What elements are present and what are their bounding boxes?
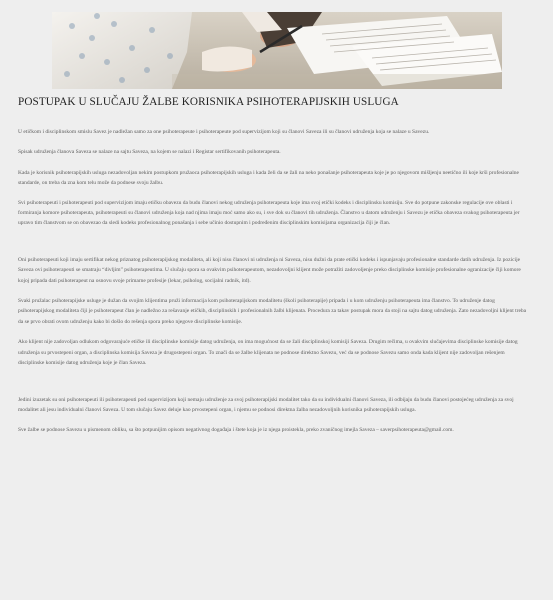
paragraph-jurisdiction: U etičkom i disciplinskom smislu Savez je nadležan samo za one psihoterapeute i psihoterapeute pod supervizijom koji su članovi Saveza ili su članovi udruženja koja se nalaze u Savezu. [18,129,430,135]
page-title: POSTUPAK U SLUČAJU ŽALBE KORISNIKA PSIHOTERAPIJSKIH USLUGA [18,96,399,108]
paragraph-complaint-intro: Kada je korisnik psihoterapijskih usluga nezadovoljan nekim postupkom pružaoca psihoterapijskih usluga i kada želi da se žali na neko ponašanje psihoterapeuta koje je po njegovom mišljenju neetično ili koje krši profesionalne standarde, on treba da zna kom telu može da podnese svoju žalbu. [18,169,519,187]
paragraph-submission-contact: Sve žalbe se podnose Savezu u pismenom obliku, sa što potpunijim opisom negativnog događaja i štete koja je iz njega proistekla, preko zvaničnog imejla Saveza – saverpsihoterapeuta@gmail.com. [18,427,454,434]
paragraph-association-procedure: Svaki pružalac psihoterapijske usluge je dužan da svojim klijentima pruži informacija kom psihoterapijskom modalitetu (školi psihoterapije) pripada i u kom udruženju psihoterapeuta ima članstvo. To udruženje datog psihoterapijskog modaliteta čiji je psihoterapeut član je nadležno za rešavanje etičkih, disciplinskih i profesionalnih žalbi klijenata. Procedura za takav postupak mora da stoji na sajtu datog udruženja. Zato nezadovoljni klijent treba da se prvo obrati ovom udruženju kako bi došlo do rešenja spora preko njegove disciplinske komisije. [18,298,527,325]
paragraph-membership-obligation: Svi psihoterapeuti i psihoterapeuti pod supervizijom imaju etičku obavezu da budu članovi nekog udruženja psihoterapeuta koje ima svoj etički kodeks i disciplinsku komisiju. Sve do potpune zakonske regulacije ove oblasti i formiranja komore psihoterapeuta, psihoterapeuti su članovi udruženja koja nad njima imaju moć samo ako su, i sve dok su članovi tih udruženja. Članstvo u datom udruženju i Savezu je etička obaveza svakog psihoterapeuta jer upravo tim članstvom se on obavezao da sledi kodeks profesionalnog ponašanja i sebe učinio dostupnim i podređenim disciplinskim komisijama organizacija čiji je član. [18,199,520,227]
paragraph-exception: Jedini izuzetak su oni psihoterapeuti ili psihoterapeuti pod supervizijom koji nemaju udruženje za svoj psihoterapijski modalitet tako da su individualni članovi Saveza, ili odbijaju da budu članovi postojećeg udruženja za svoj modalitet ali jesu individualni članovi Saveza. U tom slučaju Savez deluje kao prvostepeni organ, i njemu se podnosi direktna žalba nezadovoljnih korisnika psihoterapijskih usluga. [18,396,514,413]
people-signing-documents-photo [52,12,502,89]
article-body [18,127,528,436]
header-image [52,12,502,89]
paragraph-member-list: Spisak udruženja članova Saveza se nalaze na sajtu Saveza, na kojem se nalazi i Registar sertifikovanih psihoterapeuta. [18,149,281,156]
paragraph-appeal-to-union: Ako klijent nije zadovoljan odlukom odgovarajuće etičke ili disciplinske komisije datog udruženja, on ima mogućnost da se žali disciplinskoj komisiji Saveza. Drugim rečima, u ovakvim slučajevima disciplinske komisije datog udruženja su prvostepeni organ, a disciplinska komisija Saveza je drugostepeni organ. To znači da se žalbe klijenata ne podnose direktno Savezu, već da se podnose Savezu samo onda kada klijent nije zadovoljan rešenjem disciplinske komisije datog udruženja koje je član Saveza. [18,339,518,367]
paragraph-non-member-therapists: Oni psihoterapeuti koji imaju sertifikat nekog priznatog psihoterapijskog modaliteta, ali koji nisu članovi ni udruženja ni Saveza, nisu dužni da prate etički kodeks i ispunjavaju profesionalne standarde datih udruženja. Iz pozicije Saveza ovi psihoterapeuti se smatraju “divljim” psihoterapeutima. U slučaju spora sa ovakvim psihoterapeutom, nezadovoljni klijent može potražiti zadovoljenje preko disciplinske komisije profesionalne ogranizacije čiji komore kojoj pripada dati psihoterapeut na osnovu svoje primarne profesije (lekar, psiholog, socijalni radnik, itd). [18,256,521,284]
